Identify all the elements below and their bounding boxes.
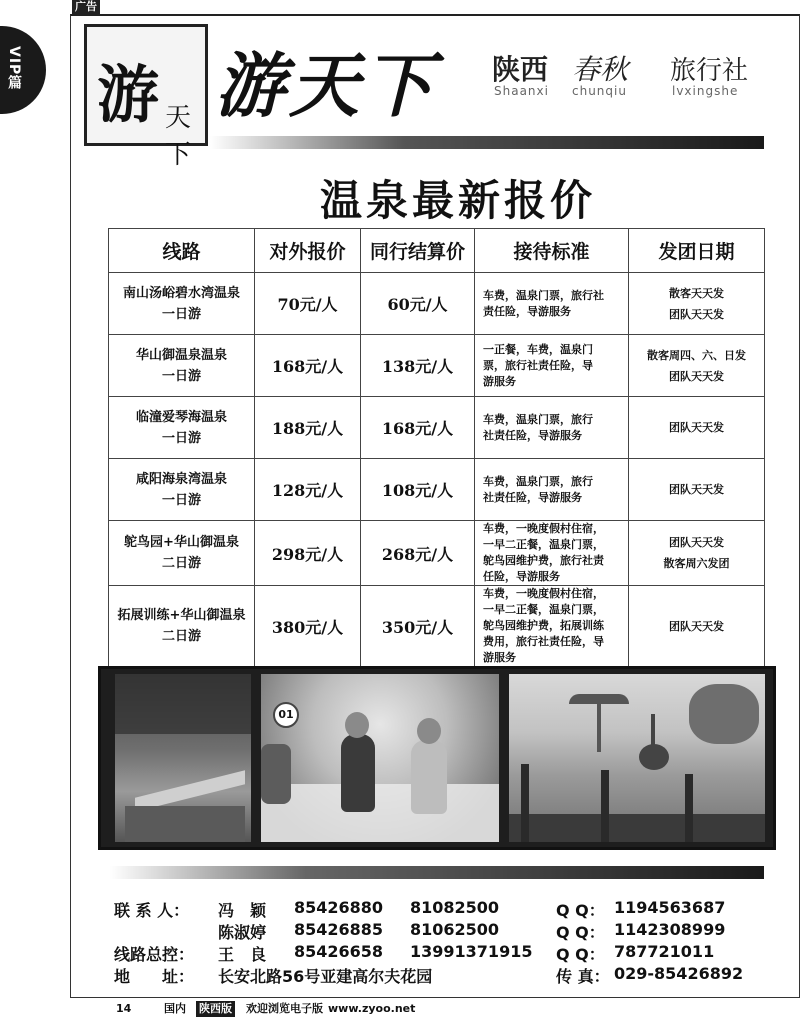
dates-cell: [629, 521, 765, 586]
trade-price-cell: 350元/人: [361, 586, 475, 667]
trade-price-cell: 168元/人: [361, 397, 475, 459]
fax-label: 传 真：: [556, 967, 610, 986]
service-cell-line: 任险，导游服务: [483, 570, 560, 583]
public-price-cell: 298元/人: [255, 521, 361, 586]
service-cell-line: 车费，温泉门票，旅行社: [483, 288, 604, 302]
dates-cell-line: 散客周六发团: [663, 557, 730, 570]
dates-cell-line: 团队天天发: [669, 536, 724, 549]
contact-divider-bar: [110, 866, 764, 879]
dates-cell: [629, 459, 765, 521]
route-cell-line: 鸵鸟园+华山御温泉: [124, 535, 239, 550]
brand-divider-bar: [210, 136, 764, 149]
dates-cell-line: 散客周四、六、日发: [647, 348, 746, 362]
dates-cell-line: 团队天天发: [669, 369, 724, 383]
price-table: [108, 228, 765, 667]
route-cell-line: 华山御温泉温泉: [135, 347, 227, 363]
dates-cell: [629, 586, 765, 667]
header-trade-price: 同行结算价: [361, 229, 475, 273]
dates-cell-line: 团队天天发: [669, 619, 724, 633]
contact1-qq-label: Q Q：: [556, 901, 605, 920]
brand-seal-logo: [84, 24, 208, 170]
dates-cell-line: 团队天天发: [669, 307, 724, 321]
route-cell-line: 二日游: [161, 629, 201, 644]
photo-strip: [98, 666, 776, 850]
service-cell: [475, 586, 629, 667]
service-cell-line: 游服务: [483, 651, 516, 664]
contact2-phone1[interactable]: 85426885: [294, 920, 384, 939]
route-cell-line: 二日游: [161, 556, 201, 571]
service-cell-line: 游服务: [483, 374, 516, 388]
hot-spring-bathers-photo: [261, 674, 499, 842]
footer-edition-badge: 陕西版: [196, 1001, 235, 1017]
public-price-cell: 70元/人: [255, 273, 361, 335]
ostrich-park-photo: [509, 674, 765, 842]
seal-small-chars: 天下: [165, 103, 192, 170]
pinyin-type: lvxingshe: [672, 84, 739, 98]
ad-label: 广告: [72, 0, 100, 14]
header-route: 线路: [109, 229, 255, 273]
fax-value[interactable]: 029-85426892: [614, 964, 744, 983]
address-value: 长安北路56号亚建高尔夫花园: [218, 967, 433, 986]
pool-sign: 01: [273, 702, 299, 728]
director-qq-label: Q Q：: [556, 945, 605, 964]
contact2-qq-label: Q Q：: [556, 923, 605, 942]
trade-price-cell: 108元/人: [361, 459, 475, 521]
contact-label: 联 系 人：: [114, 901, 190, 920]
dates-cell: [629, 273, 765, 335]
footer-tagline: 欢迎浏览电子版: [246, 1002, 323, 1015]
header-public-price: 对外报价: [255, 229, 361, 273]
footer-url[interactable]: www.zyoo.net: [328, 1002, 416, 1015]
route-cell: [109, 273, 255, 335]
route-cell-line: 临潼爱琴海温泉: [135, 409, 227, 425]
header-service: 接待标准: [475, 229, 629, 273]
dates-cell-line: 团队天天发: [669, 483, 724, 496]
service-cell: [475, 459, 629, 521]
agency-region: 陕西: [492, 53, 549, 86]
route-cell-line: 咸阳海泉湾温泉: [135, 471, 227, 487]
service-cell-line: 费用，旅行社责任险，导: [483, 635, 604, 648]
table-row: [109, 273, 765, 335]
pinyin-region: Shaanxi: [494, 84, 549, 98]
section-tab-label: VIP篇: [6, 46, 22, 91]
route-cell: [109, 586, 255, 667]
director-phone2[interactable]: 13991371915: [410, 942, 533, 961]
contact2-qq[interactable]: 1142308999: [614, 920, 726, 939]
dates-cell: [629, 397, 765, 459]
contact2-phone2[interactable]: 81062500: [410, 920, 500, 939]
service-cell-line: 一正餐，车费，温泉门: [483, 342, 593, 356]
service-cell-line: 责任险，导游服务: [483, 304, 571, 318]
contact1-qq[interactable]: 1194563687: [614, 898, 726, 917]
public-price-cell: 128元/人: [255, 459, 361, 521]
director-qq[interactable]: 787721011: [614, 942, 715, 961]
table-row: [109, 521, 765, 586]
route-cell-line: 一日游: [161, 306, 201, 322]
route-cell: [109, 397, 255, 459]
table-row: [109, 459, 765, 521]
garden-path-photo: [115, 674, 251, 842]
page-number: 14: [116, 1002, 132, 1015]
address-label: 地 址：: [114, 967, 195, 986]
contact1-phone1[interactable]: 85426880: [294, 898, 384, 917]
trade-price-cell: 60元/人: [361, 273, 475, 335]
route-cell-line: 一日游: [161, 368, 201, 384]
footer-section: 国内: [164, 1002, 186, 1015]
service-cell: [475, 521, 629, 586]
brand-title: 游天下: [215, 44, 437, 127]
agency-type: 旅行社: [670, 56, 749, 86]
service-cell-line: 社责任险，导游服务: [483, 490, 582, 504]
table-row: [109, 397, 765, 459]
service-cell-line: 车费，温泉门票，旅行: [483, 412, 593, 426]
service-cell-line: 车费，一晚度假村住宿，: [483, 587, 604, 600]
public-price-cell: 380元/人: [255, 586, 361, 667]
route-cell-line: 拓展训练+华山御温泉: [117, 608, 246, 623]
route-cell-line: 南山汤峪碧水湾温泉: [122, 285, 240, 301]
table-row: [109, 586, 765, 667]
table-header-row: [109, 229, 765, 273]
route-cell: [109, 521, 255, 586]
service-cell: [475, 335, 629, 397]
route-cell: [109, 459, 255, 521]
route-cell-line: 一日游: [161, 492, 201, 508]
service-cell-line: 车费，一晚度假村住宿，: [483, 522, 604, 535]
seal-big-char: 游: [97, 58, 160, 131]
contact2-name: 陈淑婷: [218, 923, 267, 942]
service-cell-line: 鸵鸟园维护费，旅行社责: [483, 554, 604, 567]
service-cell: [475, 397, 629, 459]
dates-cell: [629, 335, 765, 397]
page-headline: 温泉最新报价: [319, 176, 596, 225]
contact1-phone2[interactable]: 81082500: [410, 898, 500, 917]
route-cell: [109, 335, 255, 397]
header-dates: 发团日期: [629, 229, 765, 273]
trade-price-cell: 268元/人: [361, 521, 475, 586]
service-cell-line: 票，旅行社责任险，导: [483, 358, 593, 372]
public-price-cell: 188元/人: [255, 397, 361, 459]
route-cell-line: 一日游: [161, 430, 201, 446]
service-cell-line: 一早二正餐，温泉门票，: [483, 538, 604, 551]
service-cell-line: 社责任险，导游服务: [483, 428, 582, 442]
director-phone1[interactable]: 85426658: [294, 942, 384, 961]
director-label: 线路总控：: [114, 945, 195, 964]
service-cell-line: 车费，温泉门票，旅行: [483, 474, 593, 488]
service-cell-line: 一早二正餐，温泉门票，: [483, 603, 604, 616]
agency-name: 春秋: [572, 53, 629, 86]
service-cell-line: 鸵鸟园维护费，拓展训练: [483, 619, 604, 632]
table-row: [109, 335, 765, 397]
contact1-name: 冯 颖: [218, 901, 267, 920]
pinyin-name: chunqiu: [572, 84, 627, 98]
dates-cell-line: 团队天天发: [669, 421, 724, 434]
service-cell: [475, 273, 629, 335]
dates-cell-line: 散客天天发: [669, 286, 724, 300]
trade-price-cell: 138元/人: [361, 335, 475, 397]
director-name: 王 良: [218, 945, 267, 964]
public-price-cell: 168元/人: [255, 335, 361, 397]
section-tab[interactable]: [0, 26, 46, 114]
